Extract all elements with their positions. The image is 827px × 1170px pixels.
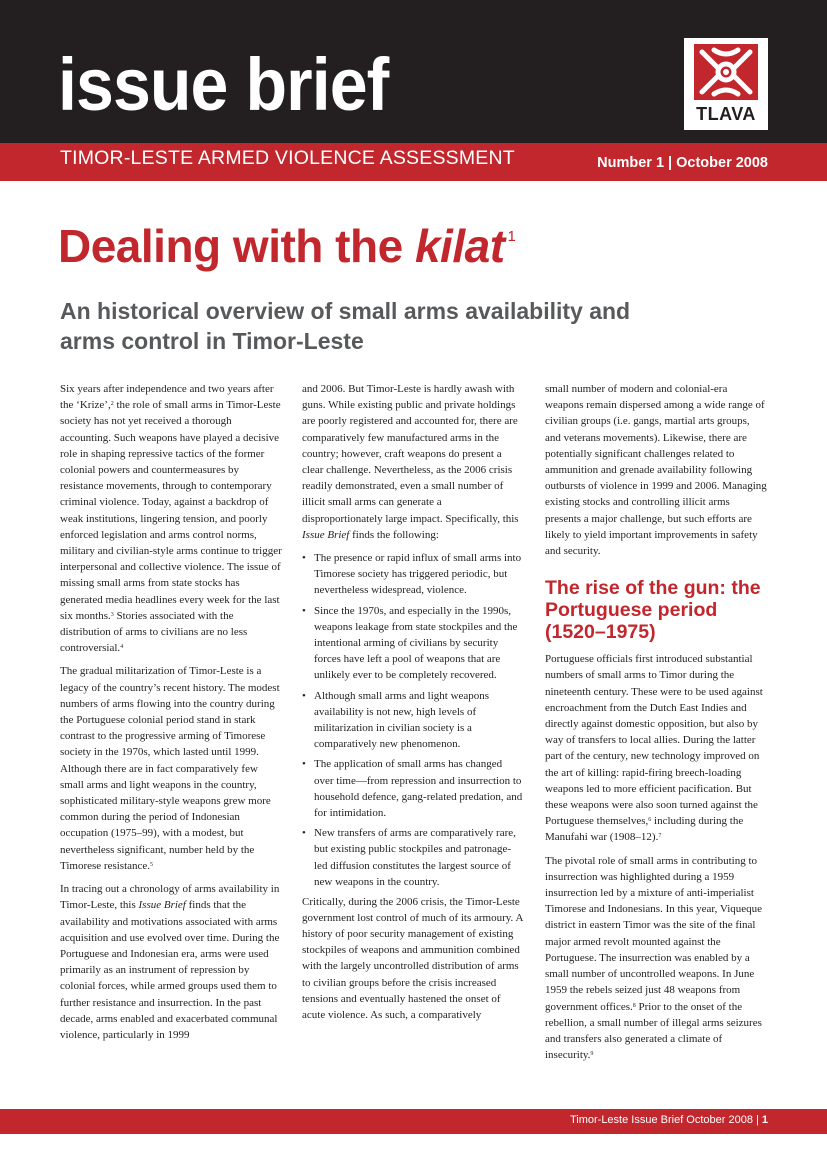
findings-list: [302, 550, 524, 890]
footnote-ref: 5: [150, 861, 154, 868]
title-text: Dealing with the: [58, 220, 415, 272]
footnote-ref: 2: [110, 401, 114, 408]
footnote-ref: 8: [632, 1002, 636, 1009]
column-2: [302, 381, 524, 1030]
footer-text: Timor-Leste Issue Brief October 2008 | 1: [569, 1114, 768, 1126]
page-number: 1: [761, 1114, 768, 1126]
list-item: • Since the 1970s, and especially in the 1990s, weapons leakage from state stockpiles and the intentional arming of civilians by security forces have left a pool of weapons that are unlikely ever to be completely recovered.: [302, 604, 518, 682]
list-item: • The presence or rapid influx of small arms into Timorese society has triggered periodic, but nevertheless widespread, violence.: [302, 552, 522, 597]
paragraph: The pivotal role of small arms in contributing to insurrection was highlighted during a 1959 insurrection led by a mixture of anti-imperialist Timorese and Indonesians. In this year, Viqueque district in eastern Timor was the site of the final major armed revolt mounted against the Portuguese. The insurrection was enabled by a small number of uncontrolled weapons. In June 1959 the rebels seized just 48 weapons from government offices.$^8$ Prior to the onset of the rebellion, a small number of illegal arms seizures and transfers also generated a climate of insecurity.$^9$: [545, 854, 763, 1062]
paragraph: In tracing out a chronology of arms availability in Timor-Leste, this Issue Brief finds that the availability and motivations associated with arms acquisition and use evolved over time. During the Portuguese and Indonesian era, arms were used primarily as an instrument of repression by colonial forces, while armed groups used them to further resistance and insurrection. In the past decade, arms enabled and exacerbated communal violence, particularly in 1999: [60, 883, 280, 1041]
bullet: •: [302, 689, 306, 702]
section-heading: The rise of the gun: the Portuguese period (1520–1975): [545, 577, 761, 644]
column-3: [545, 381, 767, 1070]
brand-title: issue brief: [58, 43, 389, 126]
tlava-logo: [684, 38, 768, 130]
column-1: [60, 381, 282, 1050]
issue-number: Number 1 | October 2008: [597, 155, 768, 171]
subtitle: An historical overview of small arms availability and arms control in Timor-Leste: [60, 298, 631, 354]
bullet: •: [302, 604, 306, 617]
paragraph: Portuguese officials first introduced substantial numbers of small arms to Timor during the nineteenth century. These were to be used against encroachment from the Dutch East Indies and directly against domestic opposition, but also by way of transfers to local allies. During the latter part of the century, new technology improved on the art of killing: rapid-firing breech-loading weapons led to more efficient pacification. But these weapons were also soon turned against the Portuguese themselves,$^6$ including during the Manufahi war (1908–12).$^7$: [545, 653, 763, 844]
bullet: •: [302, 827, 306, 840]
main-title: [58, 220, 516, 272]
tlava-emblem-icon: [694, 44, 758, 100]
paragraph: and 2006. But Timor-Leste is hardly awash with guns. While existing public and private holdings are poorly registered and accounted for, there are comparatively few manufactured arms in the country; however, craft weapons do present a clear challenge. Nevertheless, as the 2006 crisis readily demonstrated, even a small number of illicit small arms can generate a disproportionately large impact. Specifically, this Issue Brief finds the following:: [302, 383, 519, 541]
footnote-ref: 7: [658, 833, 662, 840]
footnote-ref: 6: [648, 817, 652, 824]
list-item: • The application of small arms has changed over time—from repression and insurrection to household defence, gang-related predation, and for intimidation.: [302, 758, 523, 820]
footnote-ref: 4: [120, 644, 124, 651]
title-italic: kilat: [414, 220, 505, 272]
footnote-ref: 9: [590, 1051, 594, 1058]
paragraph: small number of modern and colonial-era weapons remain dispersed among a wide range of civilian groups (i.e. gangs, martial arts groups, and veterans movements). Likewise, there are potentially significant challenges related to ammunition and grenade availability following outbursts of violence in 1999 and 2006. Managing existing stocks and controlling illicit arms presents a major challenge, but such efforts are likely to yield important improvements in safety and security.: [545, 383, 767, 558]
footnote-ref: 3: [110, 611, 114, 618]
list-item: • New transfers of arms are comparatively rare, but existing public stockpiles and patronage-led diffusion constitutes the largest source of new weapons in the country.: [302, 827, 516, 888]
bullet: •: [302, 552, 306, 565]
footnote-ref: 1: [507, 228, 516, 245]
paragraph: Six years after independence and two years after the ‘Krize’,$^2$ the role of small arms in Timor-Leste society has not yet received a thorough accounting. Such weapons have played a decisive role in shaping repressive tactics of the former colonial powers and countermeasures by resistance movements, through to contemporary criminal violence. Today, against a backdrop of weak institutions, lingering tension, and poorly enforced legislation and arms control norms, military and civilian-style arms continue to trigger interpersonal and collective violence. The issue of missing small arms from state stocks has generated media headlines every week for the last six months.$^3$ Stories associated with the distribution of arms to civilians are no less controversial.$^4$: [60, 383, 282, 655]
series-title: TIMOR-LESTE ARMED VIOLENCE ASSESSMENT: [60, 147, 515, 169]
paragraph: Critically, during the 2006 crisis, the Timor-Leste government lost control of much of its armoury. A history of poor security management of existing stockpiles of weapons and ammunition combined with the largely uncontrolled distribution of arms to civilian groups before the crisis increased tensions and eventually hastened the onset of acute violence. As such, a comparatively: [302, 895, 523, 1022]
paragraph: The gradual militarization of Timor-Leste is a legacy of the country’s recent history. The modest numbers of arms flowing into the country during the Portuguese colonial period stand in stark contrast to the progressive arming of Timorese society in the 1970s, which lasted until 1999. Although there are in fact comparatively few small arms and light weapons in the country, sophisticated military-style weapons grew more common during the period of Indonesian occupation (1975–99), with a modest, but nevertheless significant, number held by the Timorese resistance.$^5$: [60, 665, 280, 872]
bullet: •: [302, 758, 306, 771]
list-item: • Although small arms and light weapons availability is not new, high levels of militarization in civilian society is a comparatively new phenomenon.: [302, 689, 490, 751]
logo-text: TLAVA: [696, 104, 756, 124]
